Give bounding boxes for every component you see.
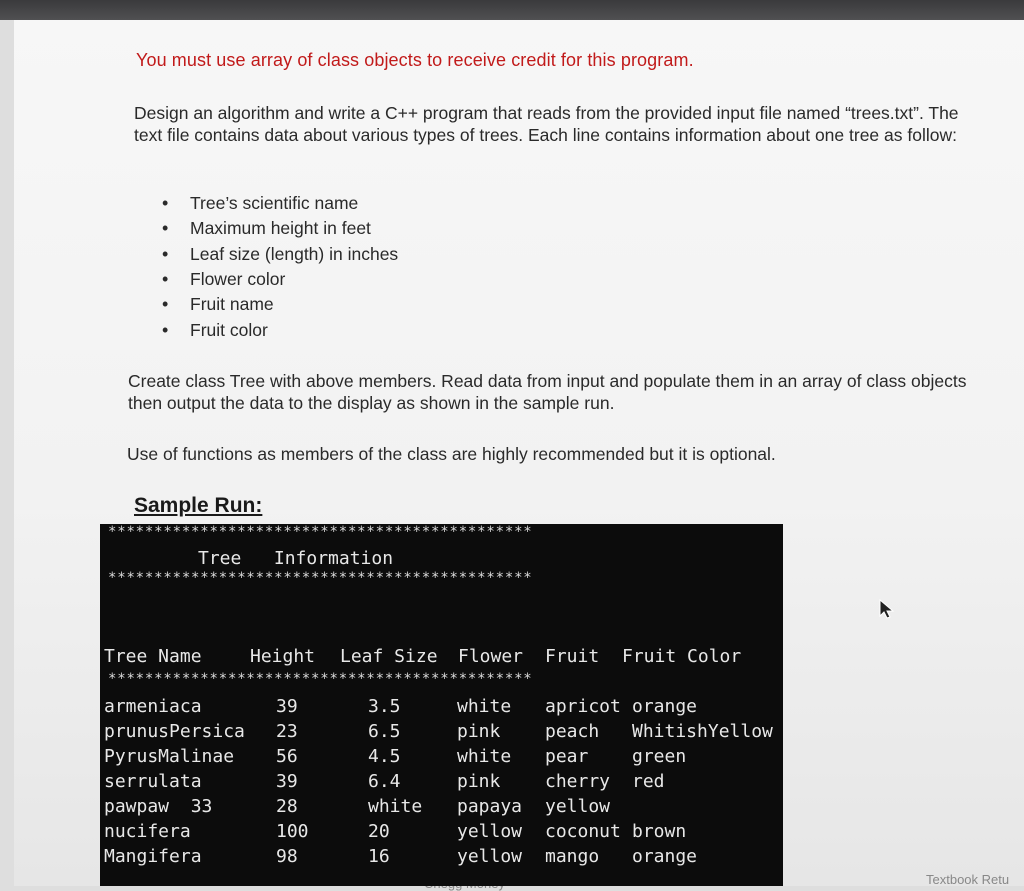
bullet-icon: •: [162, 218, 169, 239]
header-leaf-size: Leaf Size: [340, 646, 438, 667]
list-item: • Maximum height in feet: [162, 218, 371, 239]
table-header: [100, 645, 783, 669]
footer-link[interactable]: Textbook Retu: [926, 872, 1010, 887]
header-fruit: Fruit: [545, 646, 600, 667]
header-flower: Flower: [458, 646, 524, 667]
list-item: • Leaf size (length) in inches: [162, 243, 399, 264]
console-banner: Tree Information: [198, 548, 394, 569]
header-fruit-color: Fruit Color: [622, 646, 742, 667]
list-item: • Flower color: [162, 269, 286, 290]
star-divider: **********************************************: [108, 671, 533, 687]
table-row: serrulata 39 6.4 pink cherry red: [104, 771, 665, 792]
table-row: pawpaw 33 28 white papaya yellow: [104, 796, 611, 817]
list-item: • Fruit name: [162, 294, 274, 315]
tree-fields-list: [162, 191, 398, 343]
list-item: • Tree’s scientific name: [162, 193, 359, 214]
bullet-icon: •: [162, 243, 169, 264]
table-row: Mangifera 98 16 yellow mango orange: [104, 846, 698, 867]
bullet-icon: •: [162, 193, 169, 214]
header-height: Height: [250, 646, 316, 667]
screen-bezel: [0, 0, 1024, 20]
list-item: • Fruit color: [162, 319, 268, 340]
bullet-icon: •: [162, 269, 169, 290]
table-row: armeniaca 39 3.5 white apricot orange: [104, 696, 698, 717]
star-divider: **********************************************: [108, 524, 533, 540]
mouse-cursor-icon: [878, 598, 896, 620]
star-divider: **********************************************: [108, 570, 533, 586]
class-instructions: Create class Tree with above members. Read data from input and populate them in an array of class objects then output the data to the display as shown in the sample run.: [128, 371, 967, 413]
header-tree-name: Tree Name: [104, 646, 202, 667]
credit-warning: You must use array of class objects to receive credit for this program.: [136, 50, 694, 70]
console-output: [100, 524, 783, 886]
table-row: PyrusMalinae 56 4.5 white pear green: [104, 746, 687, 767]
functions-note: Use of functions as members of the class are highly recommended but it is optional.: [127, 444, 776, 464]
bullet-icon: •: [162, 319, 169, 340]
assignment-description: Design an algorithm and write a C++ program that reads from the provided input file named “trees.txt”. The text file contains data about various types of trees. Each line contains information about one tree as follow:: [134, 103, 959, 145]
sample-run-heading: Sample Run:: [134, 494, 263, 517]
table-row: nucifera 100 20 yellow coconut brown: [104, 821, 687, 842]
table-row: prunusPersica 23 6.5 pink peach WhitishYellow: [104, 721, 773, 742]
bullet-icon: •: [162, 294, 169, 315]
